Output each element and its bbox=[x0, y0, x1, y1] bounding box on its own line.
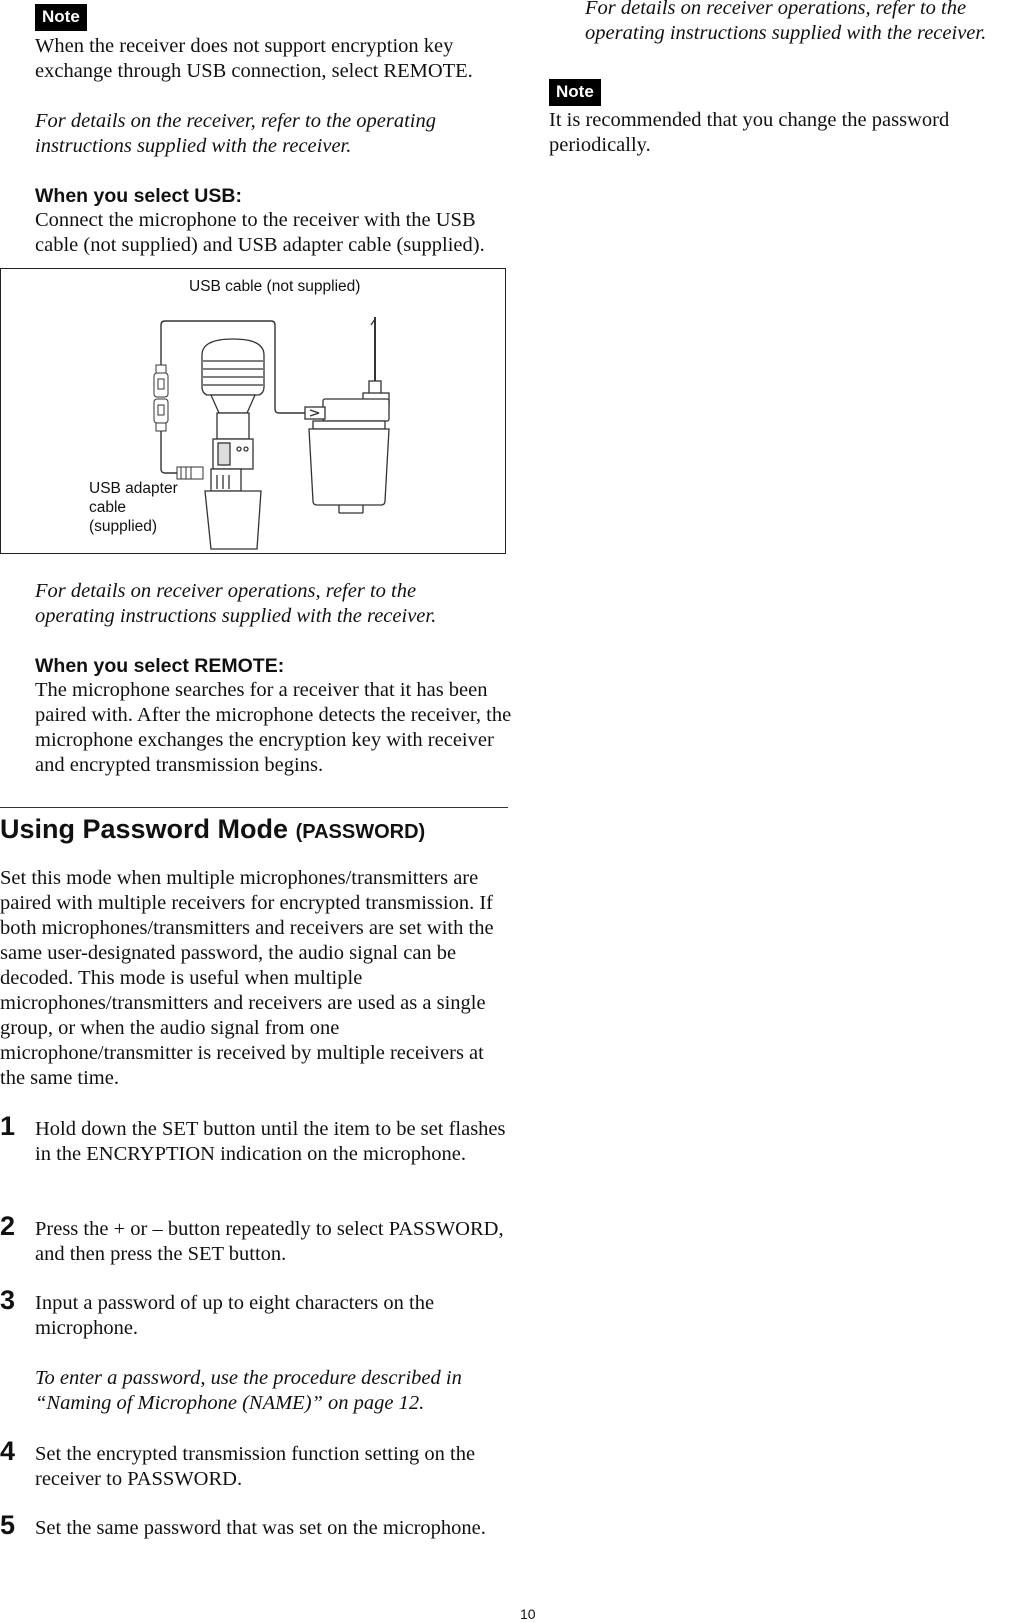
right-note-text: It is recommended that you change the password periodically. bbox=[549, 109, 950, 156]
step-text-3: Input a password of up to eight characters on the microphone. bbox=[35, 1292, 435, 1339]
section-intro: Set this mode when multiple microphones/transmitters are paired with multiple receivers for encrypted transmission. If both microphones/transmitters and receivers are set with the same user-designated password, the audio signal can be decoded. This mode is useful when multiple microphones/transmitters and receivers are used as a single group, or when the audio signal from one microphone/transmitter is received by multiple receivers at the same time. bbox=[0, 867, 494, 1089]
section-divider bbox=[0, 807, 508, 808]
adapter-label-line2: cable bbox=[89, 499, 127, 516]
note-badge bbox=[35, 4, 87, 31]
receiver-reference: For details on the receiver, refer to the operating instructions supplied with the receiver. bbox=[35, 110, 436, 157]
remote-instructions: The microphone searches for a receiver that it has been paired with. After the microphone detects the receiver, the microphone exchanges the encryption key with receiver and encrypted transmission begins. bbox=[35, 679, 512, 776]
section-title-sub: (PASSWORD) bbox=[295, 821, 426, 843]
adapter-cable-line bbox=[161, 429, 177, 473]
step-text-5: Set the same password that was set on the microphone. bbox=[35, 1517, 486, 1539]
microphone-drawing bbox=[202, 339, 264, 549]
right-note-badge bbox=[549, 79, 601, 106]
right-note-label: Note bbox=[549, 79, 601, 106]
usb-cable-label: USB cable (not supplied) bbox=[189, 278, 361, 295]
receiver-drawing bbox=[305, 317, 389, 513]
step-number-2: 2 bbox=[0, 1211, 16, 1241]
step-text-2: Press the + or – button repeatedly to select PASSWORD, and then press the SET button. bbox=[35, 1218, 504, 1265]
right-operations-reference: For details on receiver operations, refer to the operating instructions supplied with the receiver. bbox=[585, 0, 987, 44]
usb-heading: When you select USB: bbox=[35, 185, 242, 207]
note-text: When the receiver does not support encryption key exchange through USB connection, select REMOTE. bbox=[35, 35, 473, 82]
usb-connection-figure bbox=[0, 268, 506, 554]
step-3-note: To enter a password, use the procedure described in “Naming of Microphone (NAME)” on page 12. bbox=[35, 1367, 462, 1414]
usb-instructions: Connect the microphone to the receiver with the USB cable (not supplied) and USB adapter cable (supplied). bbox=[35, 209, 485, 256]
step-text-4: Set the encrypted transmission function setting on the receiver to PASSWORD. bbox=[35, 1443, 476, 1490]
step-number-1: 1 bbox=[0, 1111, 16, 1141]
page-number: 10 bbox=[520, 1606, 536, 1622]
step-number-4: 4 bbox=[0, 1436, 16, 1466]
adapter-label-line3: (supplied) bbox=[89, 518, 158, 535]
step-number-5: 5 bbox=[0, 1510, 16, 1540]
step-number-3: 3 bbox=[0, 1285, 16, 1315]
note-label: Note bbox=[35, 4, 87, 31]
step-text-1: Hold down the SET button until the item to be set flashes in the ENCRYPTION indication on the microphone. bbox=[35, 1118, 506, 1165]
section-title bbox=[0, 812, 425, 849]
adapter-label-line1: USB adapter bbox=[89, 480, 178, 497]
connection-illustration bbox=[1, 269, 507, 555]
operations-reference: For details on receiver operations, refer to the operating instructions supplied with the receiver. bbox=[35, 580, 437, 627]
remote-heading: When you select REMOTE: bbox=[35, 655, 285, 677]
section-title-main: Using Password Mode bbox=[0, 814, 289, 844]
